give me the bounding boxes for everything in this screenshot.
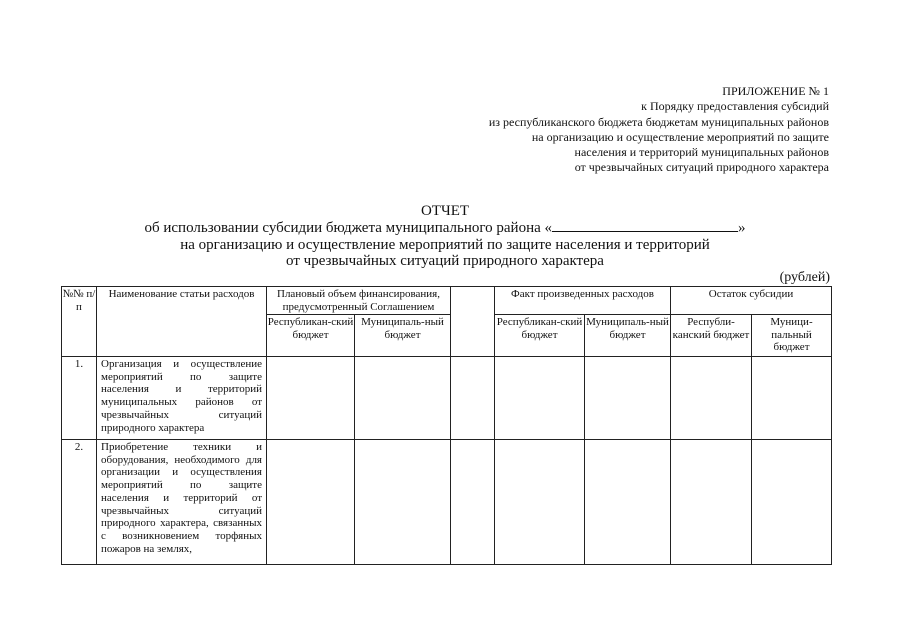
subtitle-prefix: об использовании субсидии бюджета муниципального района « — [144, 220, 553, 236]
cell-actual-republican — [495, 357, 585, 440]
header-remainder: Остаток субсидии — [671, 287, 832, 315]
cell-empty — [451, 357, 495, 440]
appendix-line: из республиканского бюджета бюджетам муниципальных районов — [488, 114, 829, 129]
table-row — [62, 357, 832, 440]
subtitle-suffix: » — [738, 220, 746, 236]
row-expense-name: Приобретение техники и оборудования, необходимого для организации и осуществления мероприятий по защите населения и территорий от чрезвычайных ситуаций природного характера, связанных с возникновением торфяных пожаров на землях, — [97, 440, 267, 565]
cell-remainder-municipal — [752, 357, 832, 440]
subheader-planned-municipal: Муниципаль-ный бюджет — [355, 315, 451, 357]
report-subtitle-line1 — [90, 219, 800, 237]
header-num: №№ п/п — [62, 287, 97, 357]
header-actual: Факт произведенных расходов — [495, 287, 671, 315]
report-title: ОТЧЕТ — [420, 203, 470, 219]
district-name-blank — [552, 219, 738, 232]
cell-actual-republican — [495, 440, 585, 565]
appendix-line: от чрезвычайных ситуаций природного характера — [574, 160, 829, 175]
header-name: Наименование статьи расходов — [97, 287, 267, 357]
cell-empty — [451, 440, 495, 565]
appendix-line: на организацию и осуществление мероприятий по защите — [531, 129, 829, 144]
subheader-actual-republican: Республикан-ский бюджет — [495, 315, 585, 357]
report-subtitle-line2: на организацию и осуществление мероприятий по защите населения и территорий — [180, 236, 710, 253]
header-row — [62, 287, 832, 315]
cell-remainder-republican — [671, 440, 752, 565]
header-empty-cell — [451, 287, 495, 357]
row-number: 2. — [62, 440, 97, 565]
cell-remainder-municipal — [752, 440, 832, 565]
cell-remainder-republican — [671, 357, 752, 440]
header-planned: Плановый объем финансирования, предусмотренный Соглашением — [267, 287, 451, 315]
report-subtitle-line3: от чрезвычайных ситуаций природного характера — [286, 253, 604, 269]
cell-actual-municipal — [585, 440, 671, 565]
appendix-heading: ПРИЛОЖЕНИЕ № 1 — [722, 84, 829, 98]
report-title-block — [90, 203, 800, 270]
appendix-line: к Порядку предоставления субсидий — [641, 99, 829, 114]
row-expense-name: Организация и осуществление мероприятий по защите населения и территорий муниципальных районов от чрезвычайных ситуаций природного характера — [97, 357, 267, 440]
cell-actual-municipal — [585, 357, 671, 440]
row-number: 1. — [62, 357, 97, 440]
table-row — [62, 440, 832, 565]
cell-planned-republican — [267, 440, 355, 565]
appendix-block — [489, 84, 829, 176]
cell-planned-municipal — [355, 357, 451, 440]
subheader-actual-municipal: Муниципаль-ный бюджет — [585, 315, 671, 357]
cell-planned-republican — [267, 357, 355, 440]
appendix-line: населения и территорий муниципальных районов — [574, 145, 829, 160]
report-table — [61, 286, 832, 565]
cell-planned-municipal — [355, 440, 451, 565]
subheader-remainder-municipal: Муници-пальный бюджет — [752, 315, 832, 357]
subheader-planned-republican: Республикан-ский бюджет — [267, 315, 355, 357]
units-label: (рублей) — [779, 270, 830, 285]
subheader-remainder-republican: Республи-канский бюджет — [671, 315, 752, 357]
